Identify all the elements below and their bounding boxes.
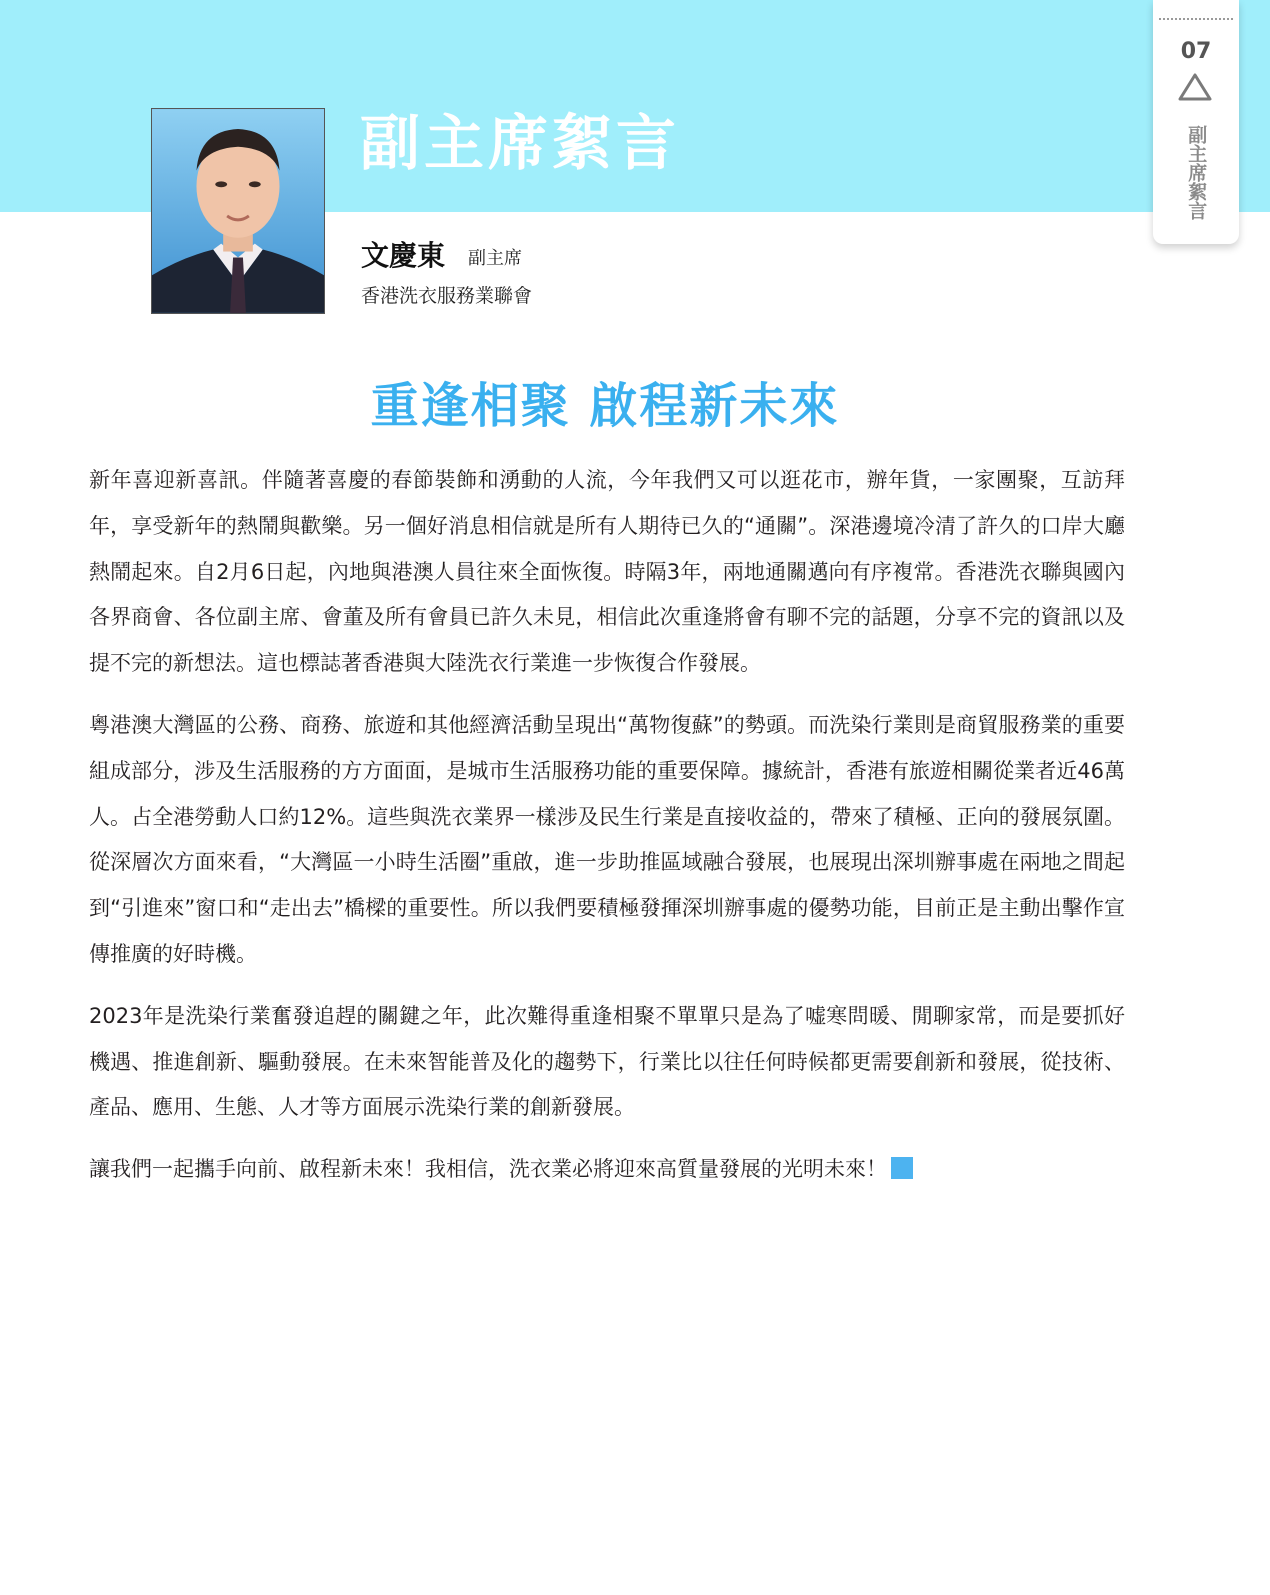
paragraph: 新年喜迎新喜訊。伴隨著喜慶的春節裝飾和湧動的人流，今年我們又可以逛花市，辦年貨，一家團聚，互訪拜年，享受新年的熱鬧與歡樂。另一個好消息相信就是所有人期待已久的“通關”。深港邊境冷清了許久的口岸大廳熱鬧起來。自2月6日起，內地與港澳人員往來全面恢復。時隔3年，兩地通關邁向有序複常。香港洗衣聯與國內各界商會、各位副主席、會董及所有會員已許久未見，相信此次重逢將會有聊不完的話題，分享不完的資訊以及提不完的新想法。這也標誌著香港與大陸洗衣行業進一步恢復合作發展。 [89,468,1125,676]
section-title: 副主席絮言 [360,109,680,179]
chapter-tab [1153,0,1239,244]
author-portrait [151,108,325,314]
paragraph: 2023年是洗染行業奮發追趕的關鍵之年，此次難得重逢相聚不單單只是為了嘘寒問暖、閒聊家常，而是要抓好機遇、推進創新、驅動發展。在未來智能普及化的趨勢下，行業比以往任何時候都更需要創新和發展，從技術、產品、應用、生態、人才等方面展示洗染行業的創新發展。 [89,1003,1125,1120]
tab-label-text: 副主席絮言 [1185,124,1208,220]
end-mark-icon [891,1157,913,1179]
page-number: 07 [1180,39,1212,64]
author-role: 副主席 [468,248,522,269]
article-body [89,458,1125,1209]
closing-text: 讓我們一起攜手向前、啟程新未來！我相信，洗衣業必將迎來高質量發展的光明未來！ [89,1157,887,1182]
tab-stitching [1159,18,1233,20]
article-title: 重逢相聚 啟程新未來 [370,378,840,434]
author-name: 文慶東 [361,239,446,272]
closing-paragraph [89,1147,1125,1193]
paragraph: 粵港澳大灣區的公務、商務、旅遊和其他經濟活動呈現出“萬物復蘇”的勢頭。而洗染行業則是商貿服務業的重要組成部分，涉及生活服務的方方面面，是城市生活服務功能的重要保障。據統計，香港有旅遊相關從業者近46萬人。占全港勞動人口約12%。這些與洗衣業界一樣涉及民生行業是直接收益的，帶來了積極、正向的發展氛圍。從深層次方面來看，“大灣區一小時生活圈”重啟，進一步助推區域融合發展，也展現出深圳辦事處在兩地之間起到“引進來”窗口和“走出去”橋樑的重要性。所以我們要積極發揮深圳辦事處的優勢功能，目前正是主動出擊作宣傳推廣的好時機。 [89,712,1125,966]
triangle-icon [1177,72,1213,102]
tab-label [1153,112,1239,232]
author-organization: 香港洗衣服務業聯會 [361,285,533,307]
